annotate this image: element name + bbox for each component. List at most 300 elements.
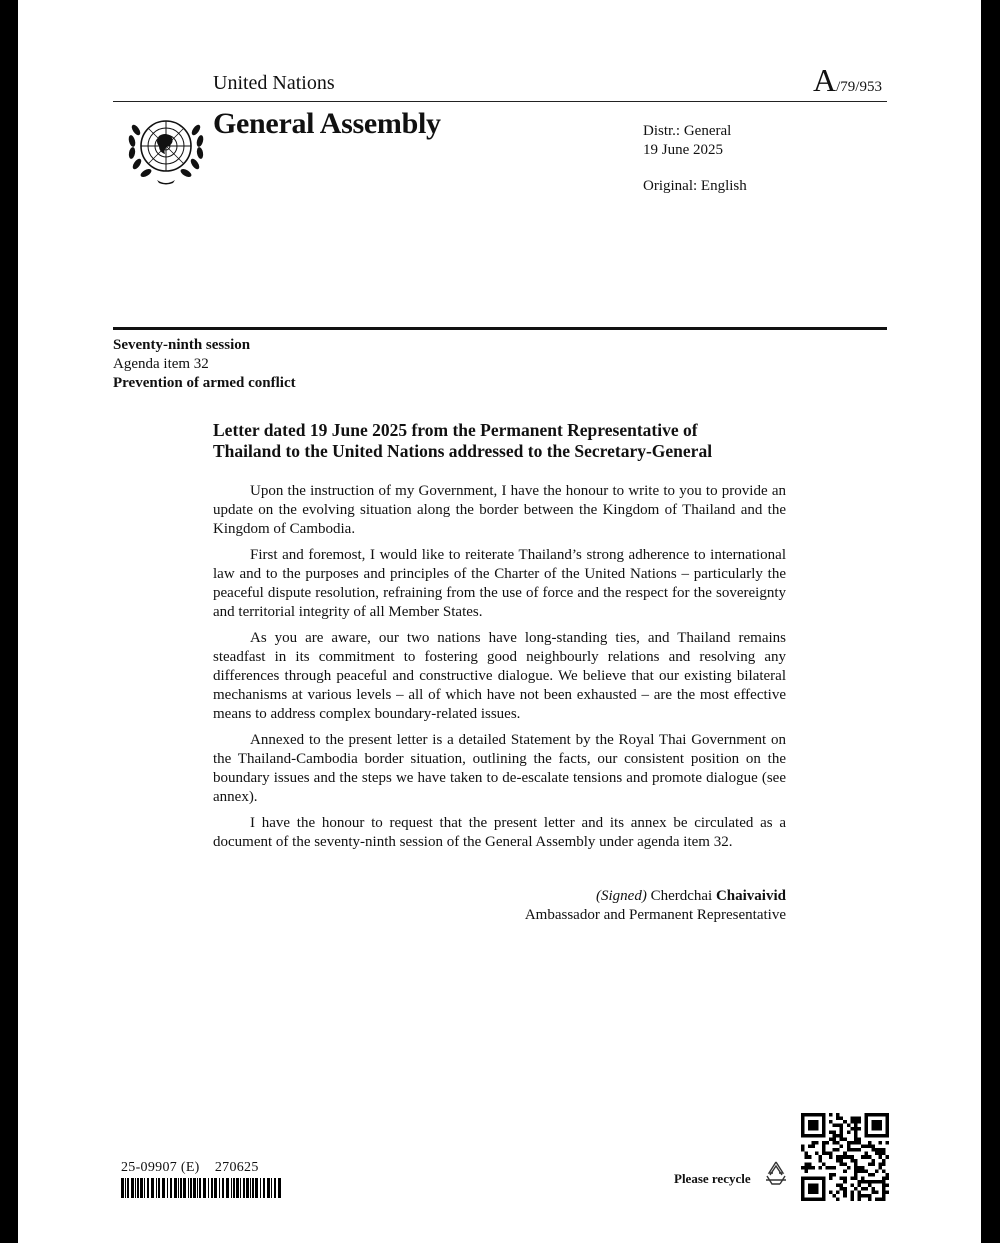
agenda-item: Agenda item 32 [113,356,209,372]
qr-module [801,1194,805,1198]
qr-module [822,1162,826,1166]
barcode-bar [255,1178,258,1198]
qr-module [885,1190,889,1194]
qr-module [854,1138,858,1142]
qr-module [850,1194,854,1198]
document-page [18,0,981,1243]
barcode-bar [214,1178,217,1198]
qr-module [840,1131,844,1135]
qr-module [808,1155,812,1159]
qr-module [857,1141,861,1145]
qr-module [836,1148,840,1152]
qr-module [805,1155,809,1159]
qr-module [808,1197,812,1201]
barcode-bar [231,1178,232,1198]
qr-module [871,1159,875,1163]
signer-last-name: Chaivaivid [715,888,786,904]
recycle-icon [761,1158,791,1188]
un-emblem-icon [119,108,213,188]
qr-module [868,1113,872,1117]
paragraph: Upon the instruction of my Government, I have the honour to write to you to provide an update on the evolving situation along the border between the Kingdom of Thailand and the Kingdom of Cambodia. [213,483,786,537]
qr-module [822,1131,826,1135]
qr-module [854,1127,858,1131]
paragraph: First and foremost, I would like to reiterate Thailand’s strong adherence to international law and to the purposes and principles of the Charter of the United Nations – particularly the peaceful dispute resolution, refraining from the use of force and the respect for the sovereignty and territorial integrity of all Member States. [213,547,786,620]
qr-module [850,1117,854,1121]
qr-module [812,1166,816,1170]
qr-module [822,1183,826,1187]
qr-module [878,1148,882,1152]
qr-module [875,1124,879,1128]
qr-module [812,1197,816,1201]
qr-module [808,1113,812,1117]
qr-module [819,1197,823,1201]
barcode-bar [219,1178,220,1198]
qr-module [854,1120,858,1124]
barcode-bar [178,1178,179,1198]
qr-module [805,1166,809,1170]
qr-module [836,1190,840,1194]
qr-module [840,1134,844,1138]
qr-module [836,1159,840,1163]
qr-module [833,1131,837,1135]
qr-module [861,1187,865,1191]
qr-module [815,1134,819,1138]
qr-module [812,1124,816,1128]
qr-module [822,1197,826,1201]
signer-title: Ambassador and Permanent Representative [524,907,786,923]
qr-module [829,1190,833,1194]
qr-module [854,1124,858,1128]
qr-module [875,1127,879,1131]
qr-module [843,1180,847,1184]
qr-module [882,1162,886,1166]
qr-module [805,1162,809,1166]
qr-module [822,1194,826,1198]
qr-module [875,1197,879,1201]
qr-module [885,1134,889,1138]
qr-module [850,1190,854,1194]
qr-module [885,1124,889,1128]
qr-module [882,1148,886,1152]
qr-module [822,1120,826,1124]
qr-module [847,1166,851,1170]
qr-module [882,1183,886,1187]
qr-module [850,1159,854,1163]
qr-module [805,1134,809,1138]
barcode-bar [131,1178,134,1198]
qr-module [847,1124,851,1128]
barcode-bar [158,1178,160,1198]
paragraph: As you are aware, our two nations have long-standing ties, and Thailand remains steadfast in its commitment to fostering good neighbourly relations and resolving any differences through peaceful and constructive dialogue. We believe that our existing bilateral mechanisms at various levels – all of which have not been exhausted – are the most effective means to address complex boundary-related issues. [213,630,786,722]
qr-module [864,1152,868,1156]
body-title: General Assembly [213,107,441,140]
barcode-bar [193,1178,196,1198]
signed-marker: (Signed) [596,888,647,904]
qr-module [836,1117,840,1121]
barcode-bar [236,1178,239,1198]
session-block [113,336,296,393]
letter-title-line-2: Thailand to the United Nations addressed to the Secretary-General [213,441,713,461]
qr-module [808,1176,812,1180]
barcode [121,1178,281,1198]
qr-module [843,1152,847,1156]
qr-module [801,1131,805,1135]
qr-module [843,1176,847,1180]
distribution-label: Distr.: General [643,123,732,139]
qr-module [850,1197,854,1201]
qr-module [826,1152,830,1156]
qr-module [861,1176,865,1180]
qr-module [812,1141,816,1145]
qr-module [882,1190,886,1194]
barcode-bar [243,1178,245,1198]
qr-module [864,1145,868,1149]
qr-module [861,1166,865,1170]
qr-module [861,1155,865,1159]
qr-module [805,1197,809,1201]
document-symbol [813,62,882,99]
qr-module [871,1124,875,1128]
barcode-bar [156,1178,157,1198]
qr-module [868,1180,872,1184]
qr-module [854,1117,858,1121]
qr-module [871,1187,875,1191]
qr-module [882,1180,886,1184]
qr-module [812,1183,816,1187]
qr-module [843,1194,847,1198]
qr-module [815,1141,819,1145]
signature-line [493,887,786,906]
qr-module [833,1124,837,1128]
signer-first-name: Cherdchai [650,888,713,904]
barcode-bar [135,1178,136,1198]
barcode-bar [226,1178,229,1198]
barcode-bar [208,1178,209,1198]
qr-module [885,1173,889,1177]
qr-module [805,1113,809,1117]
qr-module [840,1159,844,1163]
qr-module [878,1141,882,1145]
qr-module [861,1169,865,1173]
qr-module [826,1141,830,1145]
qr-module [829,1166,833,1170]
barcode-bar [127,1178,129,1198]
qr-module [847,1148,851,1152]
qr-module [864,1113,868,1117]
qr-module [815,1152,819,1156]
qr-module [819,1159,823,1163]
qr-module [805,1176,809,1180]
document-date: 19 June 2025 [643,142,723,158]
qr-module [857,1180,861,1184]
qr-module [833,1134,837,1138]
qr-module [885,1131,889,1135]
qr-module [819,1134,823,1138]
barcode-bar [267,1178,270,1198]
qr-module [882,1169,886,1173]
qr-module [878,1155,882,1159]
qr-module [871,1173,875,1177]
qr-module [857,1166,861,1170]
qr-module [801,1113,805,1117]
barcode-bar [260,1178,261,1198]
qr-module [878,1120,882,1124]
barcode-bar [174,1178,177,1198]
qr-module [878,1127,882,1131]
qr-module [843,1120,847,1124]
qr-module [822,1134,826,1138]
qr-module [812,1113,816,1117]
qr-module [833,1138,837,1142]
organization-label: United Nations [213,72,335,94]
barcode-bar [233,1178,235,1198]
qr-module [875,1148,879,1152]
qr-module [833,1141,837,1145]
qr-module [854,1162,858,1166]
barcode-bar [144,1178,145,1198]
qr-module [875,1134,879,1138]
qr-module [822,1127,826,1131]
qr-module [885,1120,889,1124]
qr-module [833,1194,837,1198]
qr-module [812,1190,816,1194]
qr-module [871,1127,875,1131]
qr-module [843,1187,847,1191]
qr-module [854,1169,858,1173]
header-divider [113,101,887,102]
session-divider [113,327,887,330]
qr-module [836,1183,840,1187]
qr-module [808,1134,812,1138]
qr-module [815,1190,819,1194]
qr-module [850,1155,854,1159]
qr-module [822,1176,826,1180]
qr-module [840,1183,844,1187]
qr-module [871,1120,875,1124]
qr-module [871,1180,875,1184]
document-symbol-letter: A [813,62,837,98]
qr-module [819,1166,823,1170]
barcode-bar [121,1178,124,1198]
qr-module [871,1113,875,1117]
barcode-bar [147,1178,149,1198]
qr-module [840,1124,844,1128]
paragraph: Annexed to the present letter is a detailed Statement by the Royal Thai Government on the Thailand-Cambodia border situation, outlining the facts, our consistent position on the boundary issues and the steps we have taken to de-escalate tensions and promote dialogue (see annex). [213,732,786,805]
qr-module [843,1138,847,1142]
qr-module [847,1141,851,1145]
qr-module [819,1155,823,1159]
qr-module [854,1166,858,1170]
qr-module [857,1183,861,1187]
qr-module [808,1190,812,1194]
qr-module [864,1117,868,1121]
qr-module [871,1145,875,1149]
barcode-bar [246,1178,249,1198]
qr-module [840,1187,844,1191]
barcode-bar [162,1178,165,1198]
qr-module [885,1113,889,1117]
qr-module [864,1120,868,1124]
qr-module [826,1166,830,1170]
qr-module [857,1169,861,1173]
barcode-bar [151,1178,154,1198]
qr-module [822,1124,826,1128]
qr-module [815,1183,819,1187]
qr-module [829,1131,833,1135]
qr-module [833,1166,837,1170]
barcode-bar [167,1178,168,1198]
qr-code [801,1113,889,1201]
qr-module [847,1145,851,1149]
qr-module [875,1113,879,1117]
qr-module [868,1194,872,1198]
qr-module [854,1148,858,1152]
qr-module [840,1127,844,1131]
qr-module [812,1176,816,1180]
qr-module [815,1124,819,1128]
qr-module [875,1169,879,1173]
recycle-label: Please recycle [674,1171,751,1186]
qr-module [808,1166,812,1170]
qr-module [864,1134,868,1138]
barcode-bar [180,1178,182,1198]
qr-module [878,1166,882,1170]
barcode-bar [170,1178,172,1198]
qr-module [836,1197,840,1201]
qr-module [885,1155,889,1159]
qr-module [885,1141,889,1145]
qr-module [829,1152,833,1156]
barcode-bar [183,1178,186,1198]
qr-module [868,1162,872,1166]
barcode-bar [188,1178,189,1198]
qr-module [885,1183,889,1187]
qr-module [829,1138,833,1142]
agenda-topic: Prevention of armed conflict [113,375,296,391]
qr-module [871,1134,875,1138]
signature-block [493,887,786,925]
qr-module [857,1190,861,1194]
qr-module [850,1176,854,1180]
qr-module [847,1155,851,1159]
qr-module [871,1148,875,1152]
qr-module [843,1169,847,1173]
qr-module [857,1120,861,1124]
qr-module [854,1173,858,1177]
qr-module [808,1183,812,1187]
qr-module [861,1145,865,1149]
qr-module [840,1176,844,1180]
qr-module [815,1127,819,1131]
qr-module [833,1148,837,1152]
qr-module [822,1141,826,1145]
qr-module [857,1148,861,1152]
qr-module [864,1124,868,1128]
qr-module [812,1120,816,1124]
qr-module [871,1190,875,1194]
letter-body [213,482,786,859]
qr-module [836,1155,840,1159]
qr-module [801,1187,805,1191]
qr-module [801,1176,805,1180]
qr-module [843,1162,847,1166]
qr-module [882,1197,886,1201]
distribution-block [643,122,731,160]
qr-module [815,1113,819,1117]
qr-module [857,1194,861,1198]
qr-module [854,1134,858,1138]
qr-module [836,1134,840,1138]
paragraph: I have the honour to request that the present letter and its annex be circulated as a document of the seventy-ninth session of the General Assembly under agenda item 32. [213,815,786,850]
qr-module [850,1141,854,1145]
qr-module [836,1124,840,1128]
qr-module [801,1127,805,1131]
qr-module [801,1166,805,1170]
qr-module [854,1176,858,1180]
qr-module [836,1141,840,1145]
qr-module [840,1145,844,1149]
qr-module [850,1148,854,1152]
qr-module [812,1134,816,1138]
barcode-bar [250,1178,251,1198]
qr-module [868,1173,872,1177]
qr-module [868,1145,872,1149]
qr-module [878,1197,882,1201]
qr-module [808,1162,812,1166]
qr-module [812,1145,816,1149]
qr-module [808,1145,812,1149]
qr-module [847,1131,851,1135]
qr-module [868,1155,872,1159]
barcode-bar [278,1178,281,1198]
qr-module [864,1155,868,1159]
qr-module [805,1152,809,1156]
qr-module [822,1117,826,1121]
qr-module [843,1190,847,1194]
barcode-bar [240,1178,241,1198]
qr-module [864,1194,868,1198]
qr-module [875,1120,879,1124]
qr-module [868,1134,872,1138]
qr-module [854,1131,858,1135]
qr-module [822,1145,826,1149]
qr-module [878,1113,882,1117]
qr-module [801,1117,805,1121]
qr-module [840,1138,844,1142]
document-symbol-number: /79/953 [836,79,882,95]
qr-module [857,1138,861,1142]
qr-module [822,1148,826,1152]
qr-module [822,1180,826,1184]
qr-module [850,1120,854,1124]
qr-module [864,1187,868,1191]
original-language: Original: English [643,178,747,194]
barcode-bar [137,1178,139,1198]
qr-module [885,1117,889,1121]
qr-module [840,1117,844,1121]
qr-module [801,1134,805,1138]
qr-module [850,1127,854,1131]
qr-module [864,1127,868,1131]
qr-module [885,1127,889,1131]
qr-module [808,1187,812,1191]
barcode-bar [199,1178,201,1198]
qr-module [864,1169,868,1173]
qr-module [878,1124,882,1128]
qr-module [875,1190,879,1194]
qr-module [868,1197,872,1201]
qr-module [815,1187,819,1191]
